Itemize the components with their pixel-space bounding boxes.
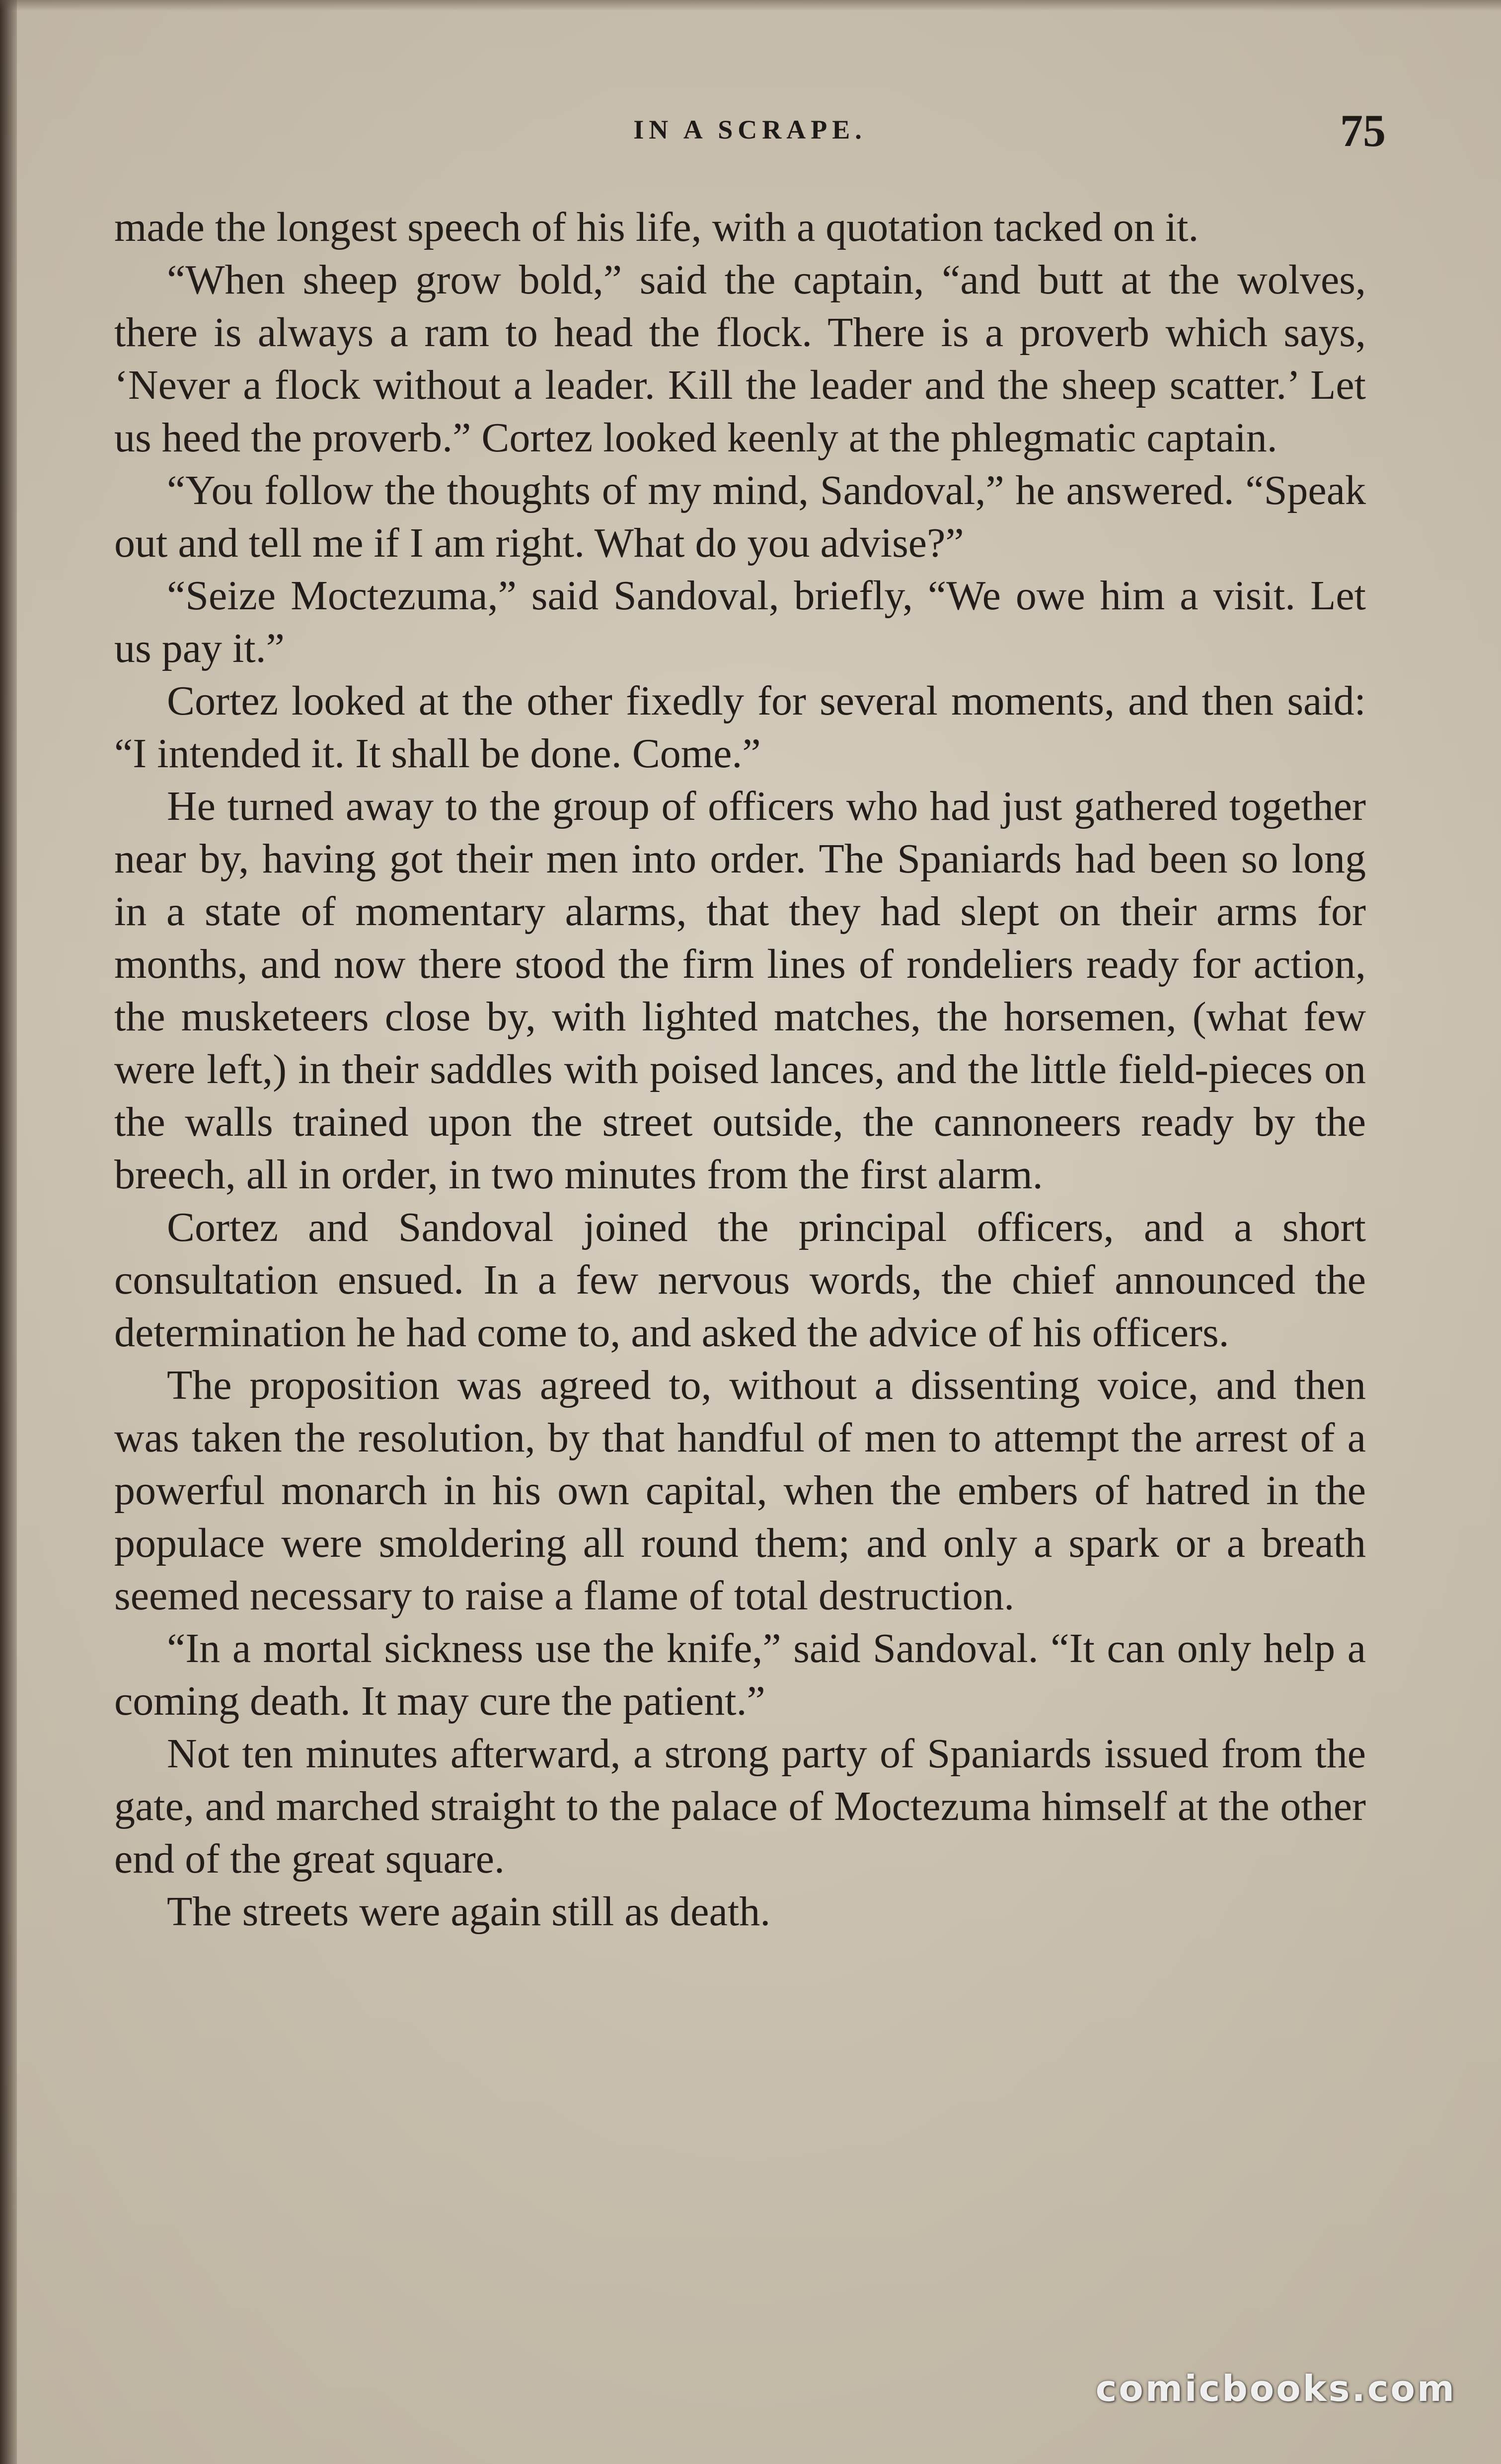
- paragraph: Not ten minutes afterward, a strong party of Spaniards issued from the gate, and marched straight to the palace of Moctezuma himself at the other end of the great square.: [114, 1731, 1366, 1882]
- paragraph: “When sheep grow bold,” said the captain, “and butt at the wolves, there is always a ram to head the flock. There is a proverb which says, ‘Never a flock without a leader. Kill the leader and the sheep scatter.’ Let us heed the proverb.” Cortez looked keenly at the phlegmatic captain.: [114, 257, 1366, 461]
- page-number: 75: [1340, 105, 1386, 156]
- watermark: comicbooks.com: [1095, 2368, 1456, 2409]
- paragraph: Cortez and Sandoval joined the principal officers, and a short consultation ensued. In a few nervous words, the chief announced the determination he had come to, and asked the advice of his officers.: [114, 1204, 1366, 1356]
- page-shadow-top: [0, 0, 1501, 11]
- paragraph: He turned away to the group of officers who had just gathered together near by, having got their men into order. The Spaniards had been so long in a state of momentary alarms, that they had slept on their arms for months, and now there stood the firm lines of rondeliers ready for action, the musketeers close by, with lighted matches, the horsemen, (what few were left,) in their saddles with poised lances, and the little field-pieces on the walls trained upon the street outside, the cannoneers ready by the breech, all in order, in two minutes from the first alarm.: [114, 783, 1366, 1198]
- paragraph: “Seize Moctezuma,” said Sandoval, briefly, “We owe him a visit. Let us pay it.”: [114, 573, 1366, 671]
- paragraph: made the longest speech of his life, with a quotation tacked on it.: [114, 204, 1199, 250]
- paragraph: The streets were again still as death.: [167, 1888, 771, 1935]
- body-text: [114, 201, 1366, 1938]
- running-title: IN A SCRAPE.: [633, 115, 867, 145]
- paragraph: “In a mortal sickness use the knife,” said Sandoval. “It can only help a coming death. It may cure the patient.”: [114, 1625, 1366, 1724]
- paragraph: The proposition was agreed to, without a dissenting voice, and then was taken the resolution, by that handful of men to attempt the arrest of a powerful monarch in his own capital, when the embers of hatred in the populace were smoldering all round them; and only a spark or a breath seemed necessary to raise a flame of total destruction.: [114, 1362, 1366, 1619]
- running-head: [114, 104, 1386, 159]
- page-shadow-left: [0, 0, 17, 2464]
- paragraph: “You follow the thoughts of my mind, Sandoval,” he answered. “Speak out and tell me if I am right. What do you advise?”: [114, 467, 1366, 566]
- paragraph: Cortez looked at the other fixedly for several moments, and then said: “I intended it. It shall be done. Come.”: [114, 678, 1366, 777]
